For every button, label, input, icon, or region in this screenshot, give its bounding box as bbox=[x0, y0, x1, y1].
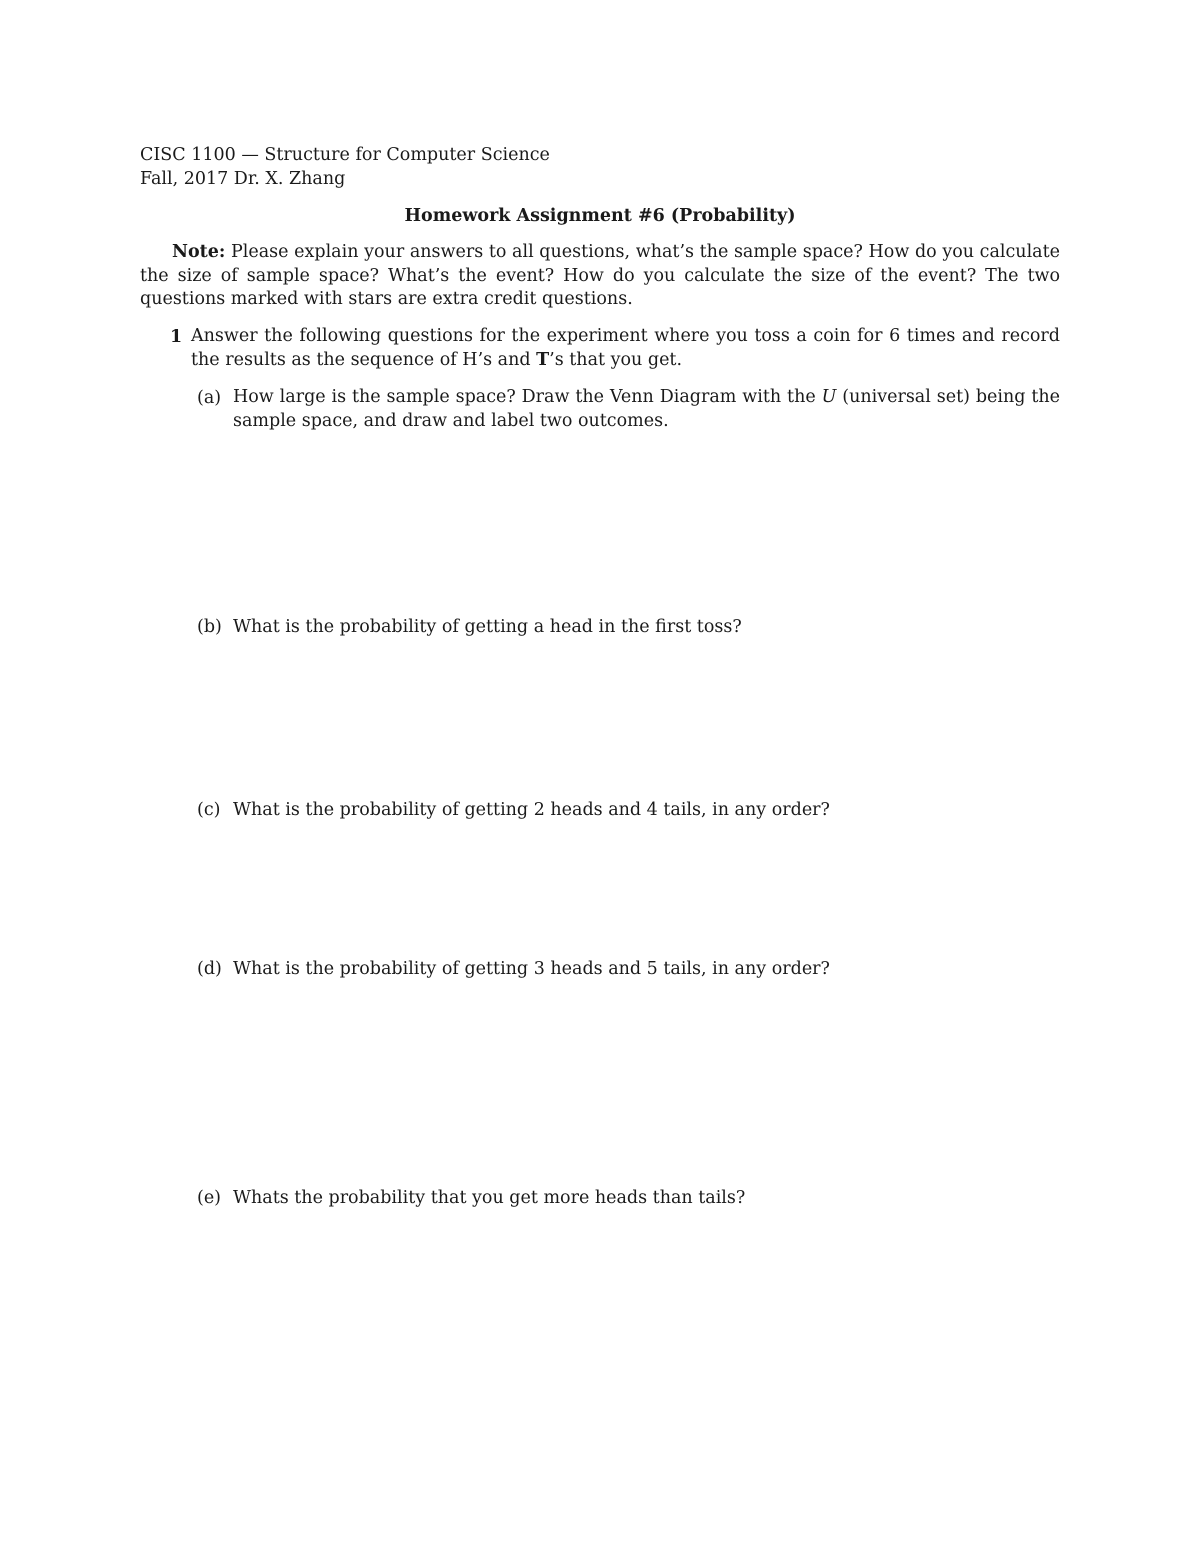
part-e-text: Whats the probability that you get more heads than tails? bbox=[233, 1188, 746, 1208]
part-b-label: (b) bbox=[197, 617, 222, 637]
course-header: CISC 1100 — Structure for Computer Science bbox=[140, 145, 550, 165]
part-c-text: What is the probability of getting 2 heads and 4 tails, in any order? bbox=[233, 800, 830, 820]
question-1-text: Answer the following questions for the experiment where you toss a coin for 6 times and record the results as the sequence of H’s and T’s that you get. bbox=[191, 326, 1060, 370]
note-text: Please explain your answers to all questions, what’s the sample space? How do you calculate the size of sample space? What’s the event? How do you calculate the size of the event? The two questions marked with stars are extra credit questions. bbox=[140, 242, 1060, 309]
part-b-text: What is the probability of getting a head in the first toss? bbox=[233, 617, 742, 637]
assignment-title: Homework Assignment #6 (Probability) bbox=[404, 206, 796, 226]
part-d-label: (d) bbox=[197, 959, 222, 979]
part-a-text: How large is the sample space? Draw the Venn Diagram with the U (universal set) being the sample space, and draw and label two outcomes. bbox=[233, 387, 1061, 431]
note-paragraph bbox=[140, 241, 1060, 312]
part-c-label: (c) bbox=[197, 800, 221, 820]
question-1-number: 1 bbox=[170, 327, 183, 347]
part-e-label: (e) bbox=[197, 1188, 222, 1208]
part-a-label: (a) bbox=[197, 388, 222, 408]
note-label: Note: bbox=[172, 242, 226, 262]
part-d-text: What is the probability of getting 3 heads and 5 tails, in any order? bbox=[233, 959, 830, 979]
term-instructor: Fall, 2017 Dr. X. Zhang bbox=[140, 169, 346, 189]
